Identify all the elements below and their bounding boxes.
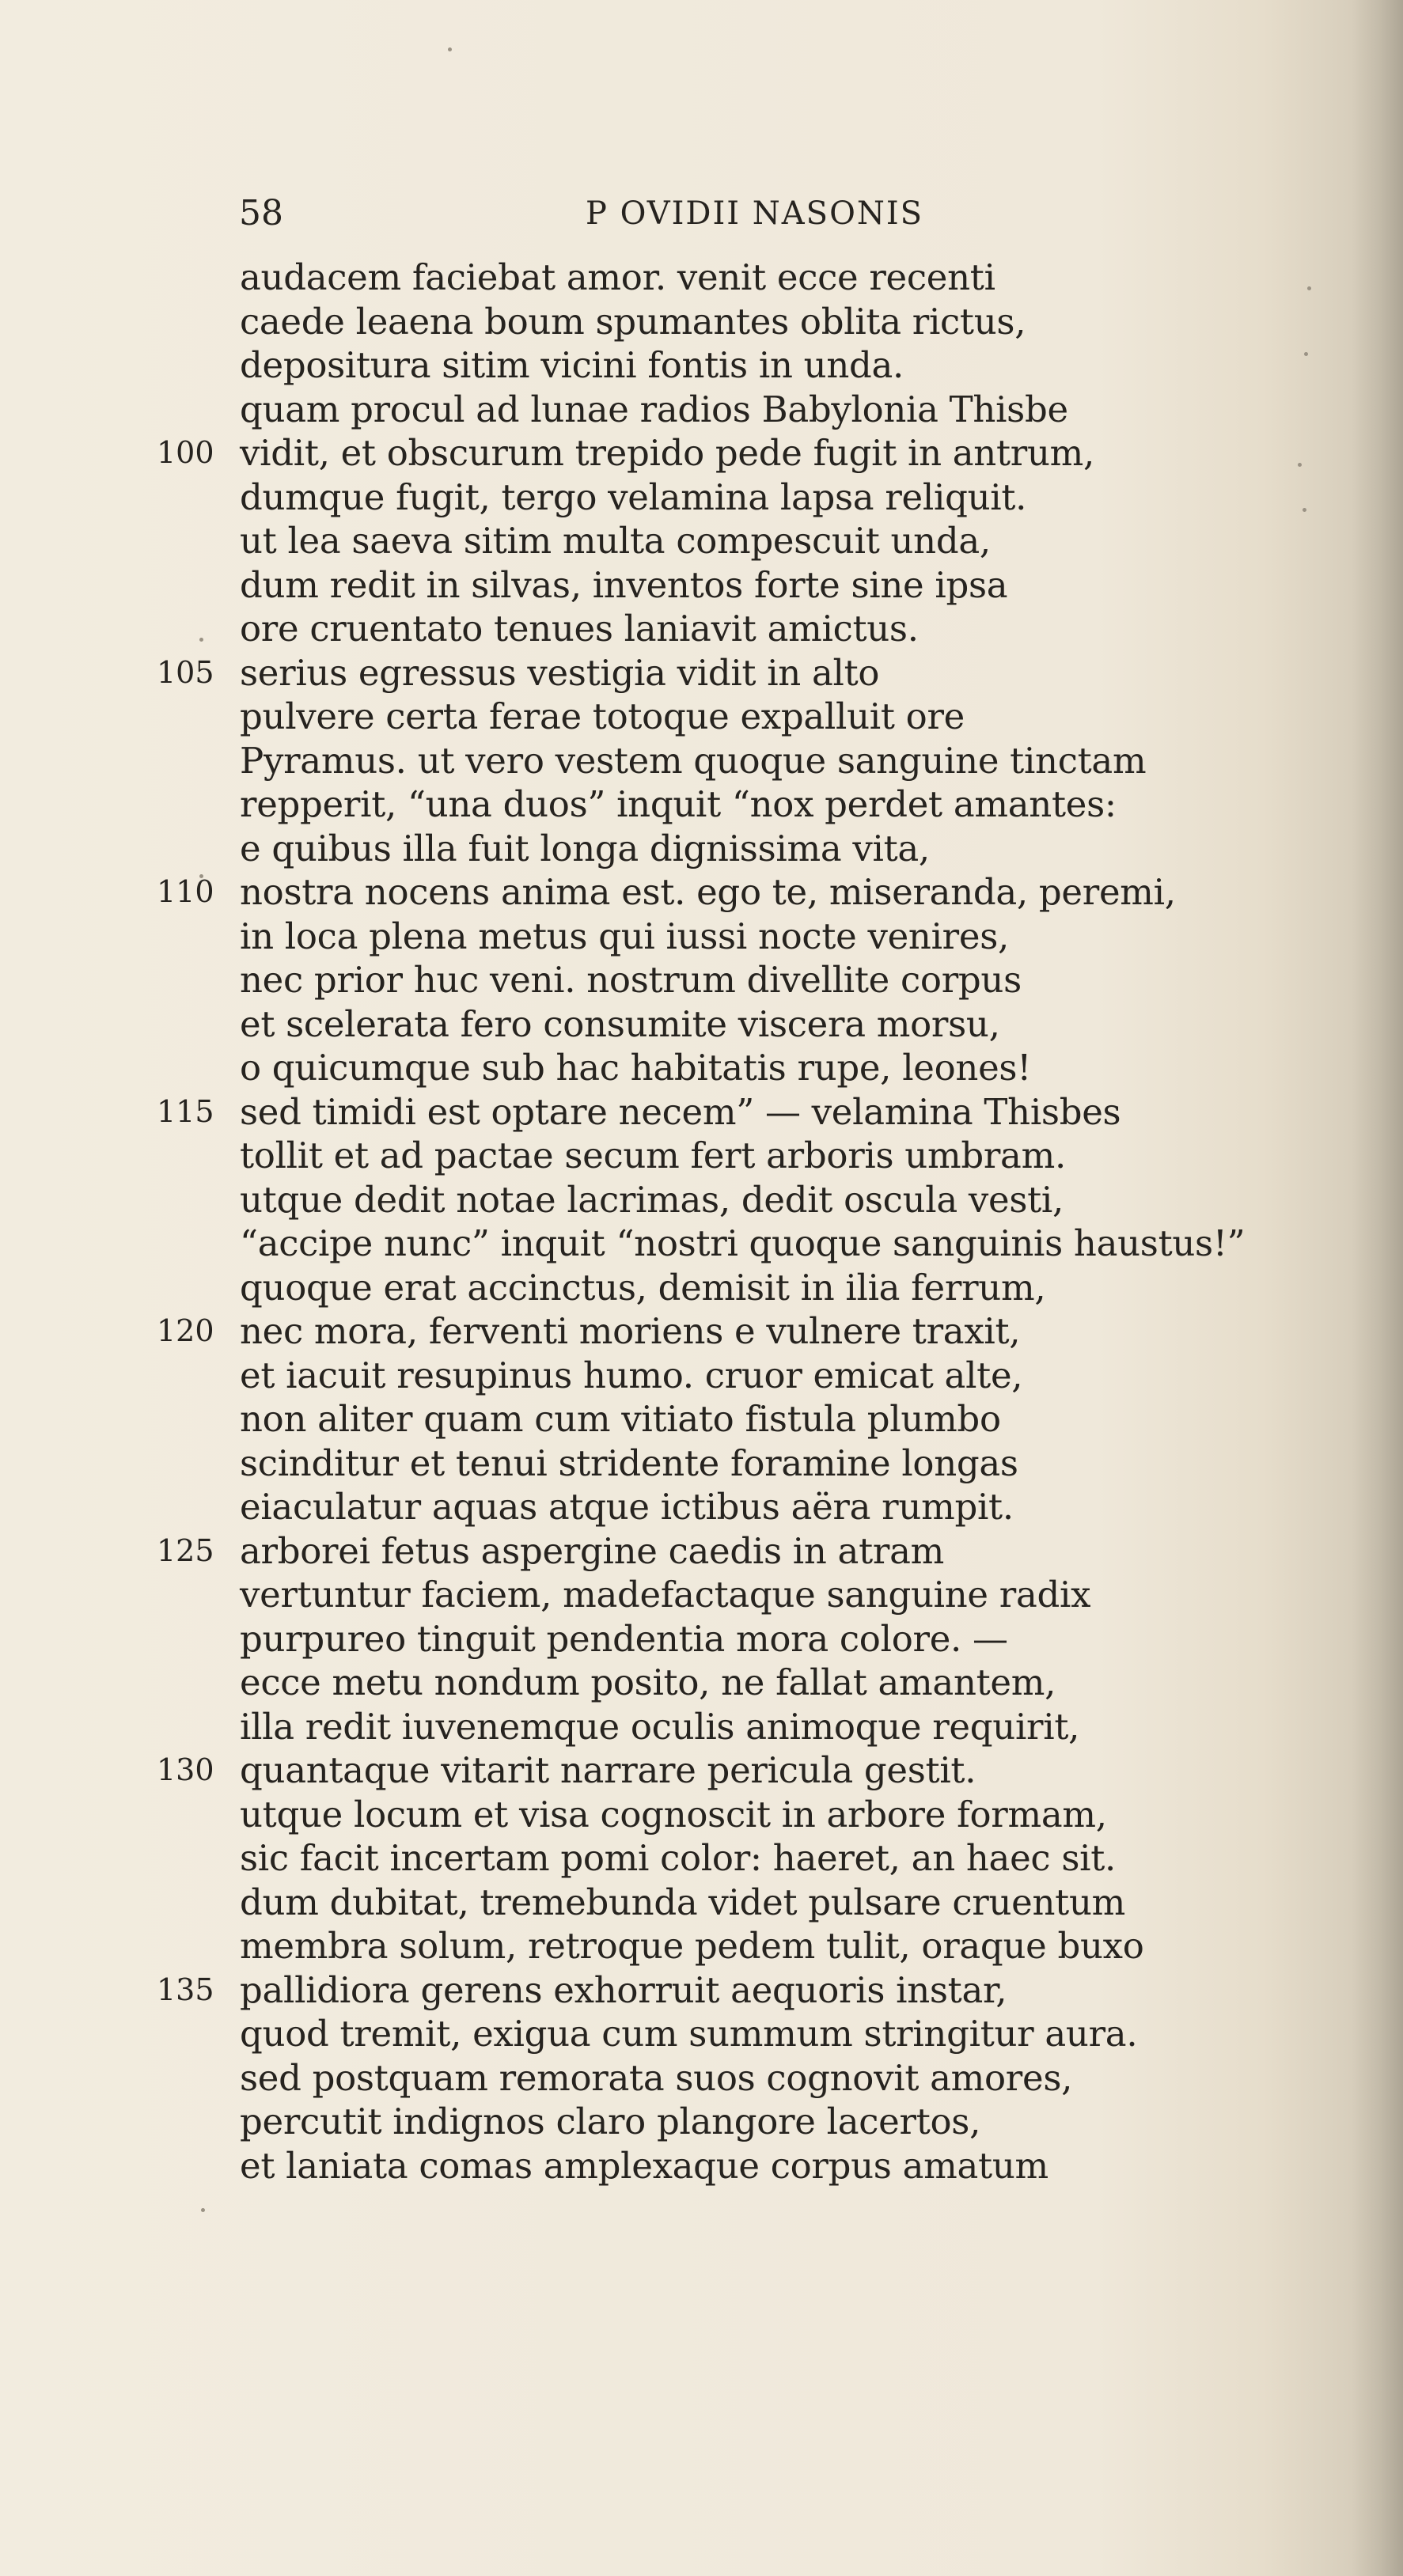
verse-line [0, 607, 1403, 651]
verse-block [0, 256, 1403, 2188]
line-number: 130 [157, 1752, 214, 1787]
verse-text: quod tremit, exigua cum summum stringitur aura. [240, 2013, 1138, 2055]
verse-line [0, 256, 1403, 300]
verse-line [0, 1793, 1403, 1837]
verse-line [0, 827, 1403, 871]
verse-text: pallidiora gerens exhorruit aequoris instar, [240, 1968, 1007, 2011]
verse-text: sic facit incertam pomi color: haeret, an haec sit. [240, 1837, 1116, 1879]
verse-text: purpureo tinguit pendentia mora colore. — [240, 1617, 1008, 1660]
verse-text: scinditur et tenui stridente foramine longas [240, 1441, 1018, 1484]
verse-line [0, 1046, 1403, 1090]
verse-line [0, 1924, 1403, 1968]
verse-text: eiaculatur aquas atque ictibus aëra rumpit. [240, 1486, 1014, 1528]
verse-line [0, 870, 1403, 915]
line-number: 135 [157, 1972, 214, 2007]
verse-line [0, 2100, 1403, 2144]
verse-line [0, 1222, 1403, 1266]
line-number: 125 [157, 1532, 214, 1568]
line-number: 110 [157, 874, 214, 909]
verse-text: pulvere certa ferae totoque expalluit ore [240, 695, 965, 737]
verse-text: serius egressus vestigia vidit in alto [240, 651, 880, 694]
verse-text: o quicumque sub hac habitatis rupe, leones! [240, 1047, 1031, 1089]
verse-line [0, 1881, 1403, 1925]
verse-text: membra solum, retroque pedem tulit, oraque buxo [240, 1925, 1144, 1967]
verse-line [0, 1529, 1403, 1574]
page-header [0, 186, 1403, 241]
verse-line [0, 1968, 1403, 2013]
verse-text: dumque fugit, tergo velamina lapsa reliquit. [240, 475, 1027, 518]
verse-line [0, 651, 1403, 695]
verse-line [0, 1309, 1403, 1354]
line-number: 105 [157, 654, 214, 690]
verse-line [0, 2012, 1403, 2056]
verse-line [0, 1266, 1403, 1310]
verse-text: depositura sitim vicini fontis in unda. [240, 344, 904, 386]
verse-line [0, 1705, 1403, 1749]
verse-text: tollit et ad pactae secum fert arboris umbram. [240, 1135, 1066, 1176]
verse-line [0, 1617, 1403, 1661]
verse-text: audacem faciebat amor. venit ecce recenti [240, 256, 995, 298]
verse-text: utque dedit notae lacrimas, dedit oscula vesti, [240, 1178, 1064, 1221]
verse-line [0, 1134, 1403, 1178]
verse-line [0, 1485, 1403, 1529]
verse-text: dum dubitat, tremebunda videt pulsare cruentum [240, 1881, 1126, 1923]
verse-text: Pyramus. ut vero vestem quoque sanguine tinctam [240, 739, 1147, 782]
verse-text: sed postquam remorata suos cognovit amores, [240, 2056, 1073, 2099]
verse-text: caede leaena boum spumantes oblita rictus, [240, 300, 1026, 343]
verse-text: ore cruentato tenues laniavit amictus. [240, 608, 919, 650]
paper-speck [448, 47, 452, 51]
verse-line [0, 1441, 1403, 1486]
verse-line [0, 2056, 1403, 2101]
verse-line [0, 563, 1403, 608]
verse-line [0, 739, 1403, 783]
verse-text: illa redit iuvenemque oculis animoque requirit, [240, 1705, 1080, 1748]
verse-text: ut lea saeva sitim multa compescuit unda, [240, 520, 991, 562]
verse-text: et laniata comas amplexaque corpus amatum [240, 2144, 1048, 2187]
verse-line [0, 1354, 1403, 1398]
verse-text: sed timidi est optare necem” — velamina Thisbes [240, 1090, 1121, 1133]
verse-line [0, 1661, 1403, 1705]
verse-line [0, 431, 1403, 475]
line-number: 100 [157, 435, 214, 470]
verse-text: quam procul ad lunae radios Babylonia Thisbe [240, 388, 1068, 430]
verse-text: utque locum et visa cognoscit in arbore formam, [240, 1793, 1107, 1835]
line-number: 120 [157, 1313, 214, 1348]
verse-text: dum redit in silvas, inventos forte sine ipsa [240, 563, 1008, 606]
verse-line [0, 1573, 1403, 1617]
verse-text: repperit, “una duos” inquit “nox perdet amantes: [240, 783, 1117, 825]
verse-line [0, 782, 1403, 827]
verse-text: e quibus illa fuit longa dignissima vita, [240, 827, 930, 869]
verse-text: et iacuit resupinus humo. cruor emicat alte, [240, 1354, 1023, 1396]
verse-text: percutit indignos claro plangore lacertos, [240, 2101, 981, 2142]
verse-text: vertuntur faciem, madefactaque sanguine radix [240, 1574, 1091, 1616]
verse-line [0, 343, 1403, 388]
verse-text: vidit, et obscurum trepido pede fugit in antrum, [240, 432, 1095, 474]
verse-line [0, 475, 1403, 520]
verse-line [0, 1090, 1403, 1135]
verse-line [0, 958, 1403, 1002]
verse-line [0, 300, 1403, 344]
verse-line [0, 388, 1403, 432]
verse-line [0, 1397, 1403, 1441]
verse-line [0, 1836, 1403, 1881]
verse-line [0, 915, 1403, 959]
verse-text: nostra nocens anima est. ego te, miseranda, peremi, [240, 871, 1176, 913]
verse-text: nec mora, ferventi moriens e vulnere traxit, [240, 1310, 1021, 1352]
verse-text: et scelerata fero consumite viscera morsu, [240, 1002, 1000, 1045]
verse-text: nec prior huc veni. nostrum divellite corpus [240, 959, 1022, 1001]
running-title: P OVIDII NASONIS [586, 195, 924, 232]
verse-text: non aliter quam cum vitiato fistula plumbo [240, 1398, 1001, 1440]
verse-line [0, 519, 1403, 563]
verse-line [0, 2144, 1403, 2188]
verse-text: “accipe nunc” inquit “nostri quoque sanguinis haustus!” [240, 1222, 1246, 1264]
verse-line [0, 695, 1403, 739]
verse-text: in loca plena metus qui iussi nocte venires, [240, 915, 1010, 957]
verse-text: ecce metu nondum posito, ne fallat amantem, [240, 1661, 1056, 1703]
paper-speck [201, 2208, 205, 2212]
page-number: 58 [239, 193, 283, 233]
verse-line [0, 1178, 1403, 1222]
verse-text: quoque erat accinctus, demisit in ilia ferrum, [240, 1266, 1046, 1309]
verse-text: arborei fetus aspergine caedis in atram [240, 1529, 944, 1572]
verse-text: quantaque vitarit narrare pericula gestit. [240, 1749, 976, 1791]
verse-line [0, 1002, 1403, 1047]
line-number: 115 [157, 1093, 214, 1129]
verse-line [0, 1748, 1403, 1793]
